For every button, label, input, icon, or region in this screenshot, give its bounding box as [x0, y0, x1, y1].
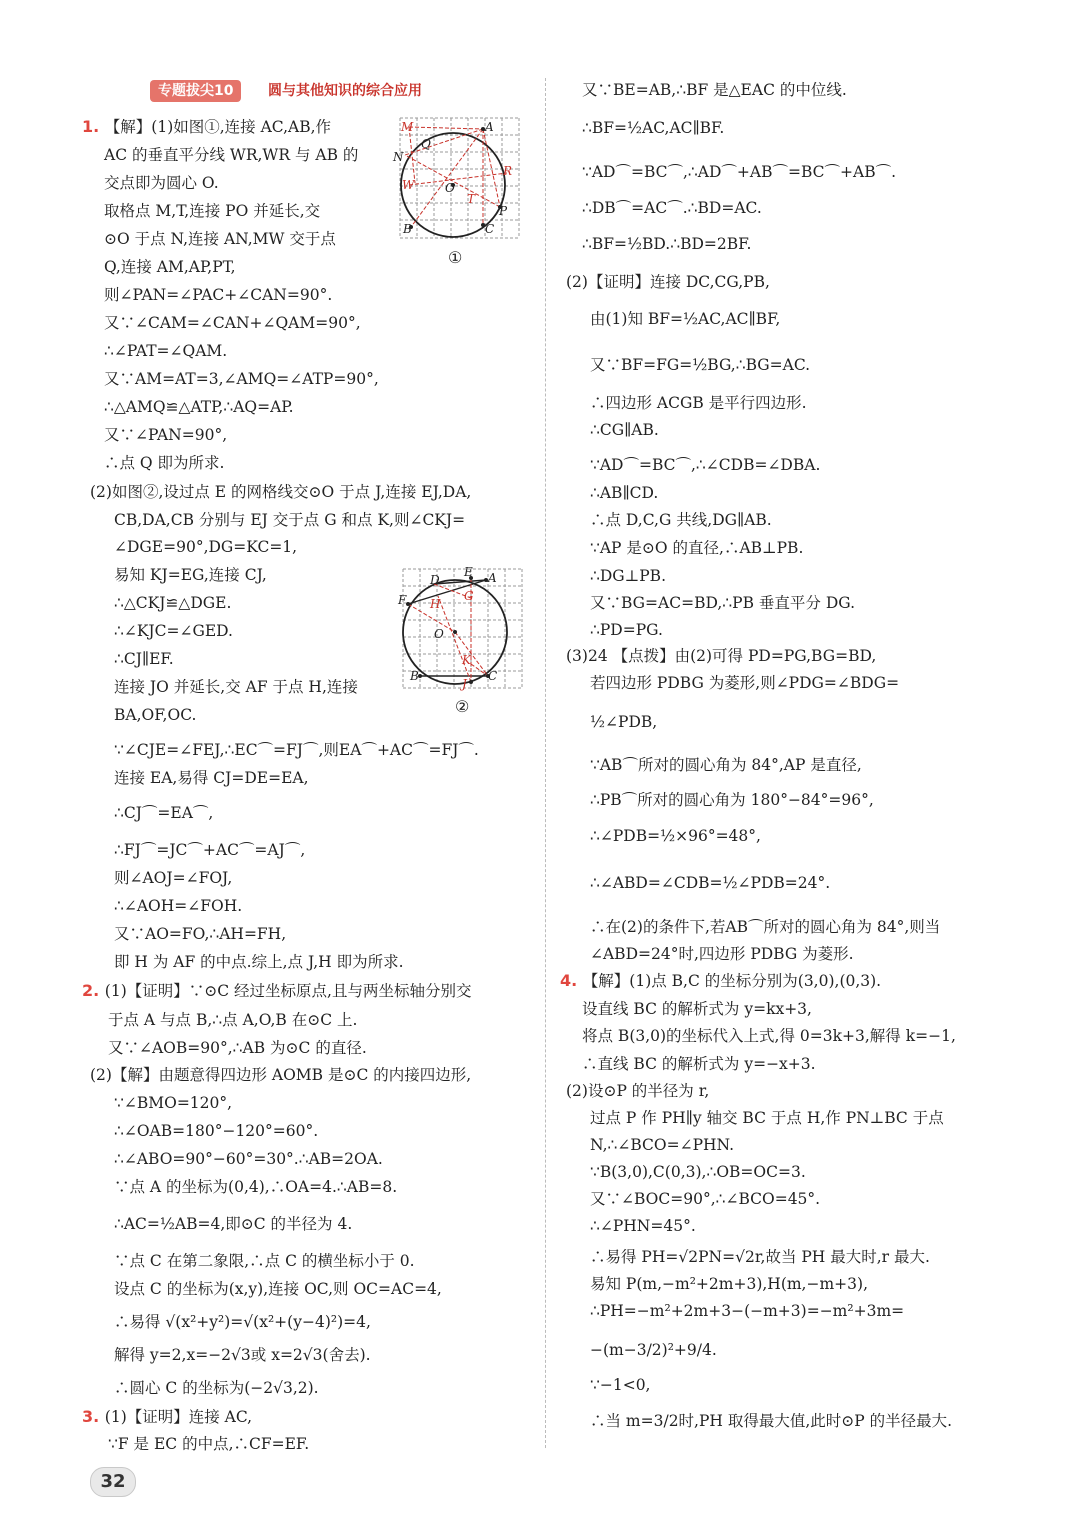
text-line — [108, 1010, 357, 1030]
problem-number: 4. — [560, 971, 583, 990]
text-line — [114, 705, 196, 725]
text-line — [114, 803, 213, 823]
svg-text:M: M — [401, 120, 414, 134]
line-text: Q,连接 AM,AP,PT, — [104, 258, 236, 276]
text-line — [582, 1054, 816, 1074]
line-text: 又∵∠PAN=90°, — [104, 426, 228, 444]
text-line — [590, 755, 862, 775]
text-line — [590, 917, 940, 937]
line-text: ∴DB⌒=AC⌒.∴BD=AC. — [582, 199, 762, 217]
svg-text:P: P — [499, 204, 508, 218]
text-line — [114, 768, 309, 788]
line-text: 连接 JO 并延长,交 AF 于点 H,连接 — [114, 678, 358, 696]
line-text: ∴AB∥CD. — [590, 484, 659, 502]
line-text: ∵∠BMO=120°, — [114, 1094, 233, 1112]
text-line — [590, 1135, 734, 1155]
text-line — [590, 712, 657, 732]
text-line — [114, 1093, 232, 1113]
line-text: 则∠AOJ=∠FOJ, — [114, 869, 233, 887]
line-text: (2)设⊙P 的半径为 r, — [566, 1082, 710, 1100]
text-line — [566, 1081, 709, 1101]
text-line — [114, 621, 233, 641]
line-text: ∴∠AOH=∠FOH. — [114, 897, 243, 915]
line-text: N,∴∠BCO=∠PHN. — [590, 1136, 735, 1154]
svg-text:Q: Q — [421, 137, 431, 151]
text-line — [104, 145, 358, 165]
line-text: ∴∠OAB=180°−120°=60°. — [114, 1122, 319, 1140]
line-text: 即 H 为 AF 的中点.综上,点 J,H 即为所求. — [114, 953, 404, 971]
text-line — [114, 649, 174, 669]
text-line — [114, 537, 297, 557]
figure-2-label: ② — [455, 697, 470, 716]
text-line — [82, 1407, 252, 1427]
text-line — [114, 740, 479, 760]
svg-text:C: C — [488, 669, 498, 683]
svg-text:C: C — [485, 222, 495, 236]
line-text: −(m−3/2)²+9/4. — [590, 1341, 717, 1359]
text-line — [114, 1121, 318, 1141]
line-text: AC 的垂直平分线 WR,WR 与 AB 的 — [104, 146, 359, 164]
line-text: ∴∠ABO=90°−60°=30°.∴AB=2OA. — [114, 1150, 383, 1168]
text-line — [590, 1375, 651, 1395]
svg-text:T: T — [467, 192, 476, 206]
text-line — [114, 924, 286, 944]
text-line — [582, 198, 762, 218]
line-text: ∴∠ABD=∠CDB=½∠PDB=24°. — [590, 874, 831, 892]
line-text: ∴∠PDB=½×96°=48°, — [590, 827, 761, 845]
figure-2 — [398, 566, 528, 696]
text-line — [104, 285, 332, 305]
line-text: ∴圆心 C 的坐标为(−2√3,2). — [114, 1379, 319, 1397]
line-text: ∵F 是 EC 的中点,∴CF=EF. — [108, 1435, 310, 1453]
svg-text:O: O — [434, 627, 444, 641]
line-text: ∵−1<0, — [590, 1376, 651, 1394]
problem-number: 3. — [82, 1407, 105, 1426]
figure-1-diagram — [395, 115, 525, 243]
text-line — [114, 1251, 415, 1271]
text-line — [114, 1345, 371, 1365]
text-line — [114, 1214, 352, 1234]
line-text: 由(1)知 BF=½AC,AC∥BF, — [590, 310, 781, 328]
line-text: ∴∠PHN=45°. — [590, 1217, 696, 1235]
line-text: ∴四边形 ACGB 是平行四边形. — [590, 394, 807, 412]
text-line — [590, 826, 761, 846]
line-text: (3)24 【点拨】由(2)可得 PD=PG,BG=BD, — [566, 647, 877, 665]
text-line — [114, 1149, 383, 1169]
text-line — [114, 952, 404, 972]
text-line — [560, 971, 881, 991]
line-text: 又∵BE=AB,∴BF 是△EAC 的中位线. — [582, 81, 847, 99]
line-text: ∴PB⌒所对的圆心角为 180°−84°=96°, — [590, 791, 874, 809]
svg-text:K: K — [462, 653, 471, 667]
line-text: ∴CG∥AB. — [590, 421, 659, 439]
line-text: 易知 KJ=EG,连接 CJ, — [114, 566, 267, 584]
svg-text:A: A — [485, 120, 494, 134]
line-text: 设直线 BC 的解析式为 y=kx+3, — [582, 1000, 812, 1018]
line-text: ∠ABD=24°时,四边形 PDBG 为菱形. — [590, 945, 854, 963]
text-line — [590, 1340, 717, 1360]
column-divider — [545, 78, 546, 1448]
text-line — [82, 981, 471, 1001]
svg-text:B: B — [403, 222, 412, 236]
text-line — [590, 420, 659, 440]
svg-text:W: W — [402, 178, 415, 192]
line-text: 取格点 M,T,连接 PO 并延长,交 — [104, 202, 321, 220]
line-text: (2)【证明】连接 DC,CG,PB, — [566, 273, 770, 291]
line-text: ∴点 Q 即为所求. — [104, 454, 225, 472]
line-text: ∴△CKJ≌△DGE. — [114, 594, 232, 612]
text-line — [104, 257, 236, 277]
svg-text:F: F — [398, 593, 407, 607]
line-text: ∴PH=−m²+2m+3−(−m+3)=−m²+3m= — [590, 1302, 905, 1320]
line-text: ∴BF=½BD.∴BD=2BF. — [582, 235, 752, 253]
figure-1-label: ① — [448, 248, 463, 267]
text-line — [114, 896, 242, 916]
svg-text:O: O — [445, 181, 455, 195]
text-line — [590, 593, 855, 613]
text-line — [104, 229, 336, 249]
line-text: ∴DG⊥PB. — [590, 567, 666, 585]
text-line — [590, 1108, 944, 1128]
text-line — [582, 1026, 956, 1046]
text-line — [104, 201, 320, 221]
line-text: 于点 A 与点 B,∴点 A,O,B 在⊙C 上. — [108, 1011, 358, 1029]
text-line — [590, 483, 658, 503]
line-text: ∴PD=PG. — [590, 621, 663, 639]
text-line — [566, 272, 770, 292]
line-text: 又∵BG=AC=BD,∴PB 垂直平分 DG. — [590, 594, 855, 612]
text-line — [104, 369, 379, 389]
text-line — [590, 944, 854, 964]
text-line — [590, 1274, 868, 1294]
line-text: ∴CJ∥EF. — [114, 650, 174, 668]
text-line — [104, 341, 227, 361]
text-line — [590, 673, 899, 693]
text-line — [114, 510, 465, 530]
line-text: ∴AC=½AB=4,即⊙C 的半径为 4. — [114, 1215, 353, 1233]
line-text: 又∵BF=FG=½BG,∴BG=AC. — [590, 356, 811, 374]
line-text: ∴易得 PH=√2PN=√2r,故当 PH 最大时,r 最大. — [590, 1248, 930, 1266]
line-text: 解得 y=2,x=−2√3或 x=2√3(舍去). — [114, 1346, 371, 1364]
page-number: 32 — [90, 1467, 136, 1497]
text-line — [590, 355, 810, 375]
svg-text:R: R — [503, 164, 513, 178]
text-line — [590, 510, 772, 530]
line-text: ∵AB⌒所对的圆心角为 84°,AP 是直径, — [590, 756, 862, 774]
text-line — [104, 397, 294, 417]
line-text: ∴△AMQ≌△ATP,∴AQ=AP. — [104, 398, 294, 416]
svg-text:B: B — [410, 669, 419, 683]
text-line — [590, 620, 663, 640]
line-text: 又∵∠CAM=∠CAN+∠QAM=90°, — [104, 314, 361, 332]
text-line — [114, 593, 231, 613]
text-line — [590, 1189, 820, 1209]
text-line — [590, 538, 803, 558]
line-text: ∴点 D,C,G 共线,DG∥AB. — [590, 511, 772, 529]
line-text: 则∠PAN=∠PAC+∠CAN=90°. — [104, 286, 333, 304]
svg-text:A: A — [488, 571, 497, 585]
line-text: ∵AD⌒=BC⌒,∴AD⌒+AB⌒=BC⌒+AB⌒. — [582, 163, 897, 181]
line-text: ∴BF=½AC,AC∥BF. — [582, 119, 725, 137]
line-text: ∵点 C 在第二象限,∴点 C 的横坐标小于 0. — [114, 1252, 415, 1270]
text-line — [104, 425, 227, 445]
svg-text:N: N — [393, 150, 404, 164]
line-text: ∴易得 √(x²+y²)=√(x²+(y−4)²)=4, — [114, 1313, 371, 1331]
line-text: (1)【证明】连接 AC, — [104, 1408, 253, 1426]
line-text: 【解】(1)如图①,连接 AC,AB,作 — [104, 118, 332, 136]
line-text: 又∵∠AOB=90°,∴AB 为⊙C 的直径. — [108, 1039, 367, 1057]
text-line — [566, 646, 876, 666]
line-text: CB,DA,CB 分别与 EJ 交于点 G 和点 K,则∠CKJ= — [114, 511, 466, 529]
figure-2-diagram — [398, 566, 528, 692]
text-line — [114, 1378, 319, 1398]
text-line — [582, 234, 751, 254]
line-text: 又∵AM=AT=3,∠AMQ=∠ATP=90°, — [104, 370, 379, 388]
line-text: (2)如图②,设过点 E 的网格线交⊙O 于点 J,连接 EJ,DA, — [90, 483, 472, 501]
line-text: ∵B(3,0),C(0,3),∴OB=OC=3. — [590, 1163, 806, 1181]
figure-1 — [395, 115, 525, 247]
line-text: ∴CJ⌒=EA⌒, — [114, 804, 214, 822]
text-line — [590, 873, 830, 893]
svg-text:J: J — [462, 677, 467, 691]
text-line — [114, 565, 267, 585]
line-text: ∴直线 BC 的解析式为 y=−x+3. — [582, 1055, 816, 1073]
text-line — [590, 393, 807, 413]
text-line — [114, 677, 358, 697]
text-line — [114, 868, 232, 888]
line-text: 设点 C 的坐标为(x,y),连接 OC,则 OC=AC=4, — [114, 1280, 442, 1298]
line-text: 又∵AO=FO,∴AH=FH, — [114, 925, 287, 943]
line-text: BA,OF,OC. — [114, 706, 197, 724]
text-line — [104, 313, 361, 333]
line-text: (2)【解】由题意得四边形 AOMB 是⊙C 的内接四边形, — [90, 1066, 472, 1084]
line-text: 又∵∠BOC=90°,∴∠BCO=45°. — [590, 1190, 821, 1208]
text-line — [590, 1411, 952, 1431]
line-text: ∵点 A 的坐标为(0,4),∴OA=4.∴AB=8. — [114, 1178, 398, 1196]
problem-number: 2. — [82, 981, 105, 1000]
line-text: 【解】(1)点 B,C 的坐标分别为(3,0),(0,3). — [582, 972, 882, 990]
line-text: ∵AD⌒=BC⌒,∴∠CDB=∠DBA. — [590, 456, 821, 474]
text-line — [590, 1162, 806, 1182]
line-text: ⊙O 于点 N,连接 AN,MW 交于点 — [104, 230, 336, 248]
text-line — [114, 840, 305, 860]
line-text: ∴∠PAT=∠QAM. — [104, 342, 228, 360]
text-line — [590, 566, 666, 586]
svg-text:E: E — [464, 565, 473, 579]
line-text: ∵AP 是⊙O 的直径,∴AB⊥PB. — [590, 539, 804, 557]
line-text: ½∠PDB, — [590, 713, 658, 731]
text-line — [114, 1279, 442, 1299]
line-text: (1)【证明】∵⊙C 经过坐标原点,且与两坐标轴分别交 — [104, 982, 472, 1000]
text-line — [590, 1216, 696, 1236]
text-line — [582, 80, 847, 100]
text-line — [114, 1177, 397, 1197]
line-text: ∴当 m=3/2时,PH 取得最大值,此时⊙P 的半径最大. — [590, 1412, 953, 1430]
text-line — [104, 453, 225, 473]
text-line — [82, 117, 331, 137]
line-text: 过点 P 作 PH∥y 轴交 BC 于点 H,作 PN⊥BC 于点 — [590, 1109, 944, 1127]
text-line — [590, 309, 780, 329]
line-text: 若四边形 PDBG 为菱形,则∠PDG=∠BDG= — [590, 674, 900, 692]
text-line — [590, 1301, 904, 1321]
topic-title: 圆与其他知识的综合应用 — [268, 83, 422, 99]
text-line — [90, 482, 471, 502]
line-text: ∴在(2)的条件下,若AB⌒所对的圆心角为 84°,则当 — [590, 918, 941, 936]
text-line — [590, 1247, 930, 1267]
svg-text:D: D — [430, 573, 440, 587]
text-line — [108, 1038, 367, 1058]
text-line — [582, 118, 724, 138]
text-line — [90, 1065, 471, 1085]
line-text: ∠DGE=90°,DG=KC=1, — [114, 538, 298, 556]
line-text: 将点 B(3,0)的坐标代入上式,得 0=3k+3,解得 k=−1, — [582, 1027, 956, 1045]
topic-tag: 专题拔尖10 — [150, 80, 241, 102]
line-text: ∴∠KJC=∠GED. — [114, 622, 233, 640]
line-text: 连接 EA,易得 CJ=DE=EA, — [114, 769, 309, 787]
problem-number: 1. — [82, 117, 105, 136]
line-text: 易知 P(m,−m²+2m+3),H(m,−m+3), — [590, 1275, 868, 1293]
svg-text:G: G — [464, 589, 474, 603]
svg-text:H: H — [430, 597, 441, 611]
text-line — [582, 999, 812, 1019]
line-text: 交点即为圆心 O. — [104, 174, 219, 192]
line-text: ∴FJ⌒=JC⌒+AC⌒=AJ⌒, — [114, 841, 306, 859]
text-line — [104, 173, 219, 193]
text-line — [582, 162, 896, 182]
line-text: ∵∠CJE=∠FEJ,∴EC⌒=FJ⌒,则EA⌒+AC⌒=FJ⌒. — [114, 741, 479, 759]
text-line — [114, 1312, 371, 1332]
text-line — [108, 1434, 309, 1454]
text-line — [590, 790, 874, 810]
text-line — [590, 455, 820, 475]
